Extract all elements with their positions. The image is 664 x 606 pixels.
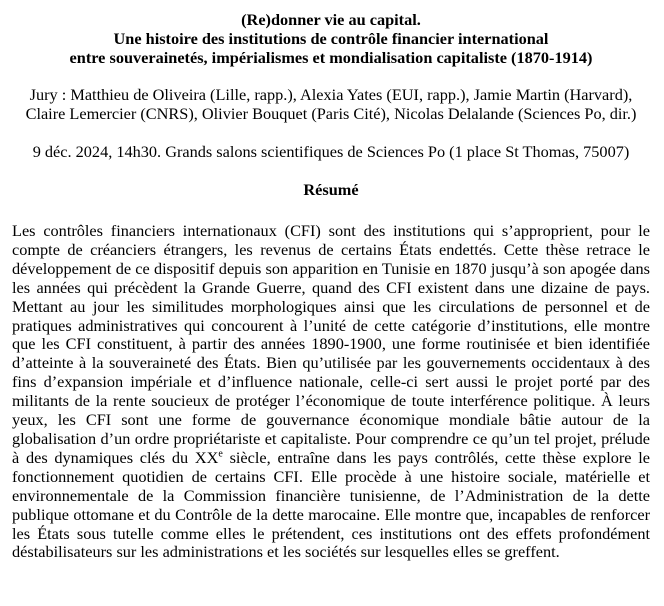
abstract-text-part-2: siècle, entraîne dans les pays contrôlés, cette thèse explore le fonctionnement quotidien de certains CFI. Elle procède à une histoire sociale, matérielle et environnementale de la Commission financière tunisienne, de l’Administration de la dette publique ottomane et du Contrôle de la dette marocaine. Elle montre que, incapables de renforcer les États sous tutelle comme elles le prétendent, ces institutions ont des effets profondément déstabilisateurs sur les administrations et les sociétés sur lesquelles elles se greffent. bbox=[12, 447, 650, 562]
title-line-1: (Re)donner vie au capital. bbox=[241, 10, 421, 29]
defense-date-location: 9 déc. 2024, 14h30. Grands salons scientifiques de Sciences Po (1 place St Thomas, 75007) bbox=[32, 142, 630, 161]
jury-paragraph: Jury : Matthieu de Oliveira (Lille, rapp.), Alexia Yates (EUI, rapp.), Jamie Martin (Harvard), Claire Lemercier (CNRS), Olivier Bouquet (Paris Cité), Nicolas Delalande (Sciences Po, dir.) bbox=[25, 85, 637, 123]
abstract-paragraph bbox=[12, 222, 650, 562]
title-line-2: Une histoire des institutions de contrôle financier international bbox=[113, 29, 549, 48]
document-title bbox=[12, 10, 650, 67]
century-superscript: e bbox=[218, 448, 223, 460]
abstract-heading: Résumé bbox=[303, 180, 359, 199]
abstract-text-part-1: Les contrôles financiers internationaux (CFI) sont des institutions qui s’approprient, pour le compte de créanciers étrangers, les revenus de certains États endettés. Cette thèse retrace le développement de ce dispositif depuis son apparition en Tunisie en 1870 jusqu’à son apogée dans les années qui précèdent la Grande Guerre, quand des CFI existent dans une dizaine de pays. Mettant au jour les similitudes morphologiques ainsi que les circulations de personnel et de pratiques administratives qui concourent à l’unité de cette catégorie d’institutions, elle montre que les CFI constituent, à partir des années 1890-1900, une forme routinisée et bien identifiée d’atteinte à la souveraineté des États. Bien qu’utilisée par les gouvernements occidentaux à des fins d’expansion impériale et d’influence nationale, celle-ci sert aussi le projet porté par des militants de la rente soucieux de protéger l’économique de toute interférence politique. À leurs yeux, les CFI sont une forme de gouvernance économique mondiale bâtie autour de la globalisation d’un ordre propriétariste et capitaliste. Pour comprendre ce qu’un tel projet, prélude à des dynamiques clés du XX bbox=[12, 221, 650, 467]
title-line-3: entre souverainetés, impérialismes et mondialisation capitaliste (1870-1914) bbox=[69, 48, 593, 67]
